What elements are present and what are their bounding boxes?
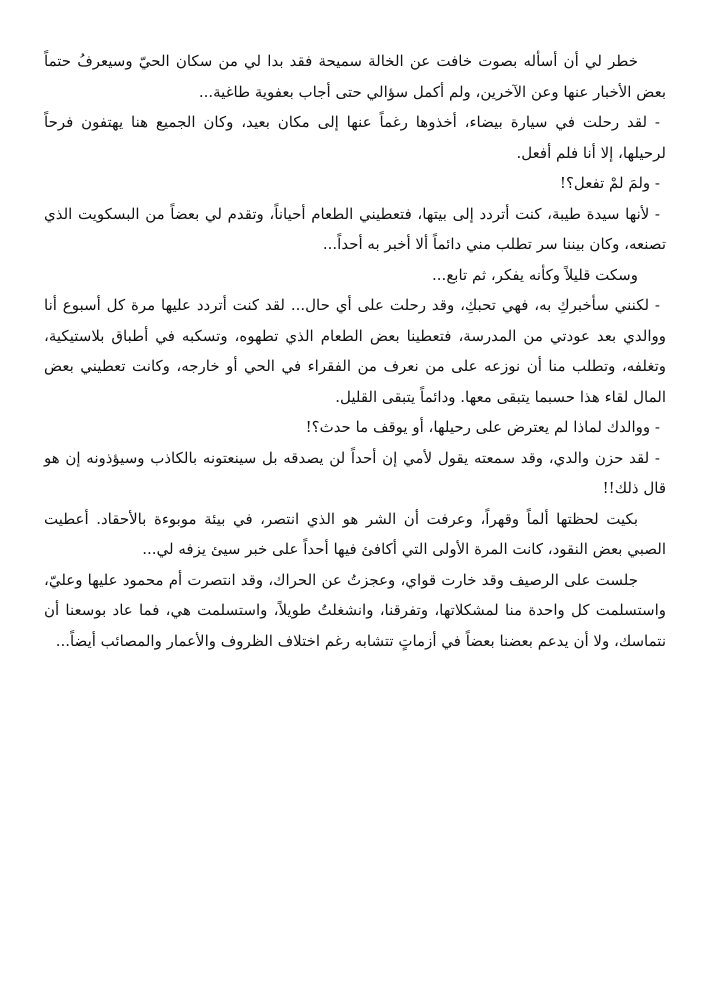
document-page bbox=[44, 46, 666, 656]
narration-paragraph-5: وسكت قليلاً وكأنه يفكر، ثم تابع... bbox=[432, 265, 638, 284]
dialogue-paragraph-6: - لكنني سأخبركِ به، فهي تحبكِ، وقد رحلت على أي حال... لقد كنت أتردد عليها مرة كل أسبوع أنا ووالدي بعد عودتي من المدرسة، فتعطينا بعض الطعام الذي تطهوه، وتسكبه في أطباق بلاستيكية، وتغلفه، وتطلب منا أن نوزعه على من نعرف من الفقراء في الحي أو خارجه، وكانت تعطيني بعض المال لقاء هذا حسبما يتبقى معها. ودائماً يتبقى القليل. bbox=[44, 296, 666, 406]
dialogue-paragraph-2: - لقد رحلت في سيارة بيضاء، أخذوها رغماً عنها إلى مكان بعيد، وكان الجميع هنا يهتفون فرحاً لرحيلها، إلا أنا فلم أفعل. bbox=[44, 113, 666, 162]
dialogue-paragraph-3: - ولمَ لمْ تفعل؟! bbox=[559, 174, 660, 192]
narration-paragraph-10: جلست على الرصيف وقد خارت قواي، وعجزتُ عن الحراك، وقد انتصرت أم محمود عليها وعليّ، واستسلمت كل واحدة منا لمشكلاتها، وتفرقنا، وانشغلتُ طويلاً، واستسلمت هي، فما عاد بوسعنا أن نتماسك، ولا أن يدعم بعضنا بعضاً في أزماتٍ تتشابه رغم اختلاف الظروف والأعمار والمصائب أيضاً... bbox=[44, 570, 666, 650]
dialogue-paragraph-8: - لقد حزن والدي، وقد سمعته يقول لأمي إن أحداً لن يصدقه بل سينعتونه بالكاذب وسيؤذونه إن هو قال ذلك!! bbox=[44, 448, 666, 497]
dialogue-paragraph-7: - ووالدك لماذا لم يعترض على رحيلها، أو يوقف ما حدث؟! bbox=[305, 418, 660, 436]
narration-paragraph-9: بكيت لحظتها ألماً وقهراً، وعرفت أن الشر هو الذي انتصر، في بيئة موبوءة بالأحقاد. أعطيت الصبي بعض النقود، كانت المرة الأولى التي أكافئ فيها أحداً على خبر سيئ يزفه لي... bbox=[44, 509, 666, 558]
narration-paragraph-1: خطر لي أن أسأله بصوت خافت عن الخالة سميحة فقد بدا لي من سكان الحيّ وسيعرفُ حتماً بعض الأخبار عنها وعن الآخرين، ولم أكمل سؤالي حتى أجاب بعفوية طاغية... bbox=[44, 52, 666, 101]
dialogue-paragraph-4: - لأنها سيدة طيبة، كنت أتردد إلى بيتها، فتعطيني الطعام أحياناً، وتقدم لي بعضاً من البسكويت الذي تصنعه، وكان بيننا سر تطلب مني دائماً ألا أخبر به أحداً... bbox=[44, 204, 666, 253]
